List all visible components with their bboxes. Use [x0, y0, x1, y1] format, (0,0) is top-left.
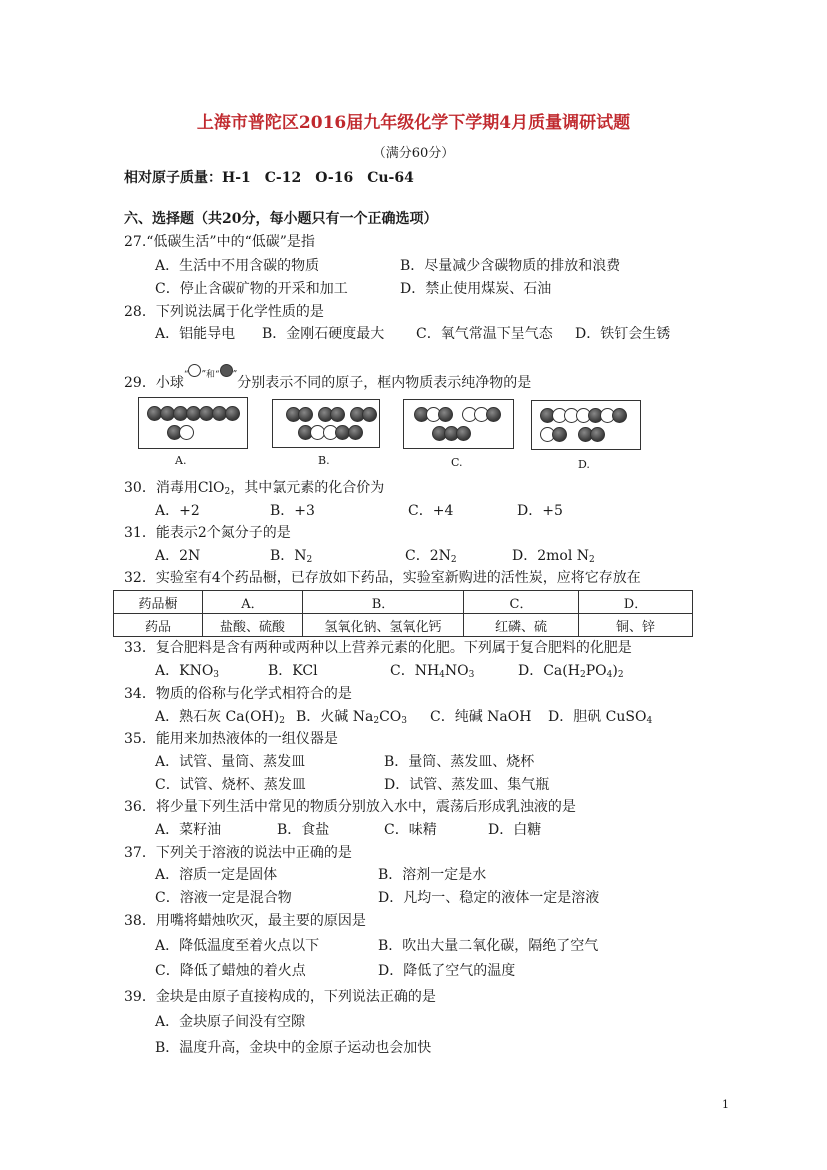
q31-c-text: C．2N	[405, 548, 451, 564]
q29-label-b: B.	[318, 454, 330, 467]
q34-option-b	[296, 708, 407, 730]
table-cell: B．	[303, 591, 464, 614]
q37-option-a: A．溶质一定是固体	[155, 867, 278, 883]
table-cell: 铜、锌	[579, 614, 693, 637]
q30-stem-subscript: 2	[224, 487, 231, 497]
q27-option-a: A．生活中不用含碳的物质	[155, 258, 320, 274]
medicine-cabinet-table	[113, 590, 693, 637]
q31-d-text: D．2mol N	[512, 548, 590, 564]
q39-option-b: B．温度升高，金块中的金原子运动也会加快	[155, 1040, 432, 1056]
full-score-note: （满分60分）	[372, 146, 455, 161]
table-row	[114, 614, 693, 637]
q34-a-text: A．熟石灰 Ca(OH)	[155, 709, 280, 725]
q29-label-a: A.	[175, 454, 187, 467]
q34-option-c: C．纯碱 NaOH	[430, 709, 532, 725]
q37-option-d: D．凡均一、稳定的液体一定是溶液	[378, 890, 600, 906]
q31-option-c	[405, 547, 457, 569]
q33-option-d	[518, 662, 624, 684]
q31-option-b	[270, 547, 312, 569]
q38-stem: 38．用嘴将蜡烛吹灭，最主要的原因是	[124, 913, 366, 929]
q36-option-b: B．食盐	[277, 822, 330, 838]
page-title: 上海市普陀区2016届九年级化学下学期4月质量调研试题	[196, 113, 631, 133]
q29-figure-b	[272, 399, 380, 448]
atomic-mass-line: 相对原子质量：H-1 C-12 O-16 Cu-64	[124, 170, 414, 186]
q33-option-c	[390, 662, 474, 684]
q31-c-subscript: 2	[450, 555, 457, 565]
q29-stem	[124, 364, 531, 392]
q33-d-text: D．Ca(H	[518, 663, 580, 679]
q33-d-text: )	[612, 663, 618, 679]
q35-option-d: D．试管、蒸发皿、集气瓶	[384, 777, 550, 793]
q33-a-text: A．KNO	[155, 663, 214, 679]
q33-stem: 33．复合肥料是含有两种或两种以上营养元素的化肥。下列属于复合肥料的化肥是	[124, 640, 632, 656]
q31-option-a: A．2N	[155, 548, 201, 564]
q28-option-a: A．铝能导电	[155, 326, 236, 342]
table-cell: A．	[203, 591, 303, 614]
q34-a-subscript: 2	[279, 716, 285, 726]
q35-stem: 35．能用来加热液体的一组仪器是	[124, 731, 338, 747]
q37-option-c: C．溶液一定是混合物	[155, 890, 292, 906]
q27-option-b: B．尽量减少含碳物质的排放和浪费	[400, 258, 621, 274]
q29-quote-close: ”	[232, 370, 238, 380]
q34-option-a	[155, 708, 285, 730]
q28-option-d: D．铁钉会生锈	[575, 326, 671, 342]
q37-stem: 37．下列关于溶液的说法中正确的是	[124, 845, 352, 861]
q34-d-subscript: 4	[646, 716, 653, 726]
q36-option-a: A．菜籽油	[155, 822, 222, 838]
q34-b-subscript: 2	[373, 716, 380, 726]
q35-option-c: C．试管、烧杯、蒸发皿	[155, 777, 306, 793]
q34-option-d	[548, 708, 652, 730]
q29-figure-a	[138, 397, 248, 449]
dark-atom-icon	[220, 364, 233, 377]
q33-d-subscript: 2	[617, 670, 624, 680]
q34-b-subscript: 3	[401, 716, 408, 726]
q31-d-subscript: 2	[589, 555, 595, 565]
q38-option-c: C．降低了蜡烛的着火点	[155, 963, 306, 979]
q29-figure-d	[531, 400, 641, 450]
q34-stem: 34．物质的俗称与化学式相符合的是	[124, 686, 352, 702]
q33-c-subscript: 4	[439, 670, 445, 680]
white-atom-icon	[188, 364, 201, 377]
q29-and: ”和“	[201, 370, 220, 380]
q27-option-d: D．禁止使用煤炭、石油	[400, 281, 552, 297]
q31-b-subscript: 2	[306, 555, 313, 565]
q38-option-b: B．吹出大量二氧化碳，隔绝了空气	[378, 938, 599, 954]
q33-d-text: PO	[585, 663, 607, 679]
q33-option-a	[155, 662, 219, 684]
q29-label-c: C.	[451, 456, 463, 469]
q29-quote-open: “	[183, 370, 189, 380]
q30-option-b: B．+3	[270, 503, 315, 519]
table-cell: D．	[579, 591, 693, 614]
q36-option-d: D．白糖	[488, 822, 542, 838]
q34-b-text: B．火碱 Na	[296, 709, 374, 725]
table-cell: C．	[464, 591, 579, 614]
q28-option-b: B．金刚石硬度最大	[262, 326, 385, 342]
q28-option-c: C．氧气常温下呈气态	[416, 326, 553, 342]
section-heading: 六、选择题（共20分，每小题只有一个正确选项）	[124, 211, 438, 227]
q33-option-b: B．KCl	[268, 663, 318, 679]
q29-stem-prefix: 29．小球	[124, 375, 184, 391]
q39-stem: 39．金块是由原子直接构成的，下列说法正确的是	[124, 989, 436, 1005]
table-cell: 药品	[114, 614, 203, 637]
q31-option-d	[512, 547, 595, 569]
q29-figure-c	[403, 399, 514, 449]
q35-option-b: B．量筒、蒸发皿、烧杯	[384, 754, 535, 770]
q34-b-text: CO	[379, 709, 402, 725]
q29-label-d: D.	[578, 458, 590, 471]
q30-option-a: A．+2	[155, 503, 200, 519]
q28-stem: 28．下列说法属于化学性质的是	[124, 304, 324, 320]
q27-option-c: C．停止含碳矿物的开采和加工	[155, 281, 348, 297]
table-cell: 盐酸、硫酸	[203, 614, 303, 637]
q33-d-subscript: 4	[606, 670, 613, 680]
q31-stem: 31．能表示2个氮分子的是	[124, 525, 291, 541]
page-number: 1	[722, 1098, 729, 1111]
q36-stem: 36．将少量下列生活中常见的物质分别放入水中，震荡后形成乳浊液的是	[124, 799, 576, 815]
q31-b-text: B．N	[270, 548, 307, 564]
q36-option-c: C．味精	[384, 822, 437, 838]
q30-stem-prefix: 30．消毒用ClO	[124, 480, 225, 496]
q33-c-text: C．NH	[390, 663, 440, 679]
table-header-row	[114, 591, 693, 614]
table-cell: 红磷、硫	[464, 614, 579, 637]
q30-stem	[124, 479, 384, 501]
q38-option-d: D．降低了空气的温度	[378, 963, 516, 979]
table-cell: 药品橱	[114, 591, 203, 614]
q33-c-text: NO	[444, 663, 469, 679]
q33-d-subscript: 2	[579, 670, 586, 680]
q29-stem-suffix: 分别表示不同的原子，框内物质表示纯净物的是	[237, 375, 532, 391]
q33-a-subscript: 3	[213, 670, 220, 680]
q33-c-subscript: 3	[468, 670, 475, 680]
q30-option-d: D．+5	[517, 503, 563, 519]
q30-option-c: C．+4	[408, 503, 454, 519]
table-cell: 氢氧化钠、氢氧化钙	[303, 614, 464, 637]
q37-option-b: B．溶剂一定是水	[378, 867, 487, 883]
q35-option-a: A．试管、量筒、蒸发皿	[155, 754, 306, 770]
q32-stem: 32．实验室有4个药品橱，已存放如下药品，实验室新购进的活性炭，应将它存放在	[124, 570, 641, 586]
q38-option-a: A．降低温度至着火点以下	[155, 938, 320, 954]
q34-d-text: D．胆矾 CuSO	[548, 709, 647, 725]
q27-stem: 27.“低碳生活”中的“低碳”是指	[124, 234, 315, 250]
q39-option-a: A．金块原子间没有空隙	[155, 1014, 306, 1030]
q30-stem-suffix: ，其中氯元素的化合价为	[230, 480, 385, 496]
